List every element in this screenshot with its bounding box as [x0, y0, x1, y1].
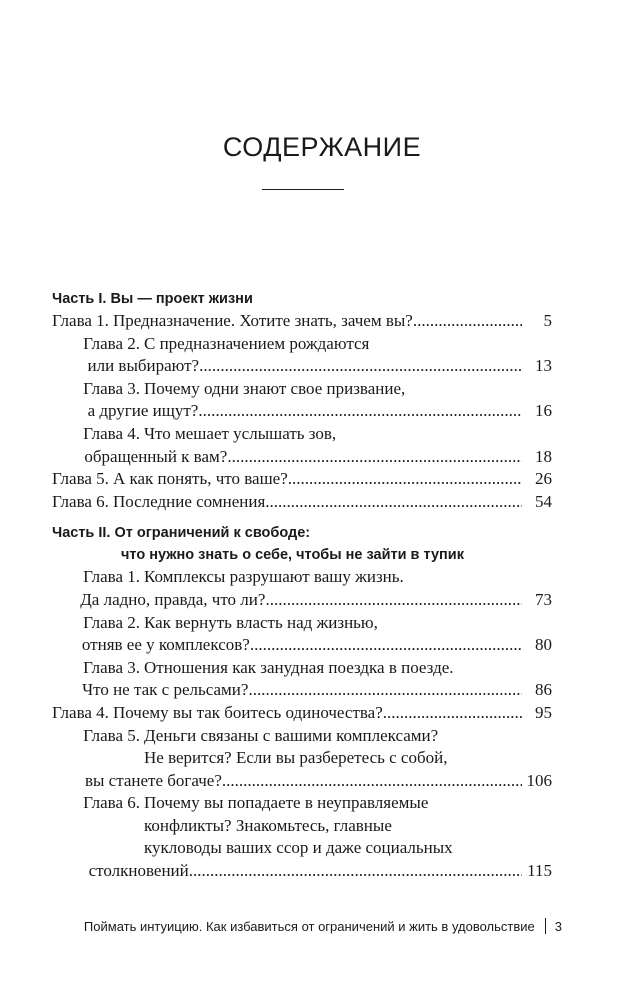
page-number: 80	[535, 635, 552, 655]
chapter-label: Глава 5.	[52, 469, 109, 489]
chapter-label: Глава 3.	[83, 378, 140, 398]
page-number: 86	[535, 680, 552, 700]
toc-entry[interactable]	[52, 566, 552, 611]
part-heading-continuation: что нужно знать о себе, чтобы не зайти в тупик	[121, 547, 464, 564]
chapter-title: Почему вы так боитесь одиночества?	[112, 702, 383, 722]
chapter-title: Что не так с рельсами?	[82, 680, 249, 700]
part-heading	[52, 522, 552, 566]
chapter-title: С предназначением рождаются	[144, 333, 370, 353]
toc-entry[interactable]	[52, 333, 552, 378]
chapter-title: отняв ее у комплексов?	[81, 635, 250, 655]
toc-entry[interactable]	[52, 468, 552, 491]
toc-entry-line	[52, 333, 552, 356]
chapter-title: столкновений	[88, 861, 189, 881]
chapter-title: Что мешает услышать зов,	[144, 423, 337, 443]
dot-leader	[222, 770, 522, 793]
toc-entry-line	[52, 657, 552, 680]
page-number: 16	[535, 401, 552, 421]
chapter-title: Отношения как занудная поездка в поезде.	[144, 657, 454, 677]
chapter-label: Глава 1.	[83, 567, 140, 587]
chapter-indent	[52, 589, 80, 612]
dot-leader	[248, 679, 522, 702]
toc-entry[interactable]	[52, 702, 552, 725]
chapter-indent	[52, 446, 84, 469]
toc-entry-line	[52, 725, 552, 748]
toc-entry-final-line	[52, 310, 552, 333]
chapter-title: конфликты? Знакомьтесь, главные	[144, 815, 392, 835]
part-heading-line: Часть II. От ограничений к свободе:	[52, 525, 311, 542]
chapter-title: вы станете богаче?	[84, 770, 222, 790]
chapter-title: Последние сомнения	[112, 491, 266, 511]
chapter-title: обращенный к вам?	[84, 446, 228, 466]
toc-entry[interactable]	[52, 423, 552, 468]
toc-entry-final-line	[52, 589, 552, 612]
page-number: 95	[535, 702, 552, 722]
footer-page-number: 3	[554, 919, 562, 934]
chapter-title: Комплексы разрушают вашу жизнь.	[144, 567, 404, 587]
toc-entry-line	[52, 566, 552, 589]
chapter-label: Глава 2.	[83, 612, 140, 632]
chapter-indent	[52, 679, 82, 702]
footer-book-title: Поймать интуицию. Как избавиться от ограничений и жить в удовольствие	[83, 919, 535, 934]
chapter-title: или выбирают?	[87, 356, 200, 376]
chapter-title: Как вернуть власть над жизнью,	[144, 612, 378, 632]
chapter-label: Глава 4.	[52, 702, 109, 722]
toc-entry[interactable]	[52, 310, 552, 333]
toc-entry-final-line	[52, 491, 552, 514]
title-divider	[262, 189, 344, 190]
toc-entry[interactable]	[52, 612, 552, 657]
page-title: СОДЕРЖАНИЕ	[222, 132, 422, 162]
chapter-label: Глава 1.	[52, 311, 109, 330]
toc-entry-final-line	[52, 634, 552, 657]
dot-leader	[199, 355, 522, 378]
dot-leader	[227, 446, 522, 469]
chapter-title: Да ладно, правда, что ли?	[80, 589, 266, 609]
footer-separator	[545, 918, 546, 934]
chapter-label: Глава 5.	[83, 725, 140, 745]
chapter-title: А как понять, что ваше?	[112, 469, 288, 489]
toc-entry-final-line	[52, 400, 552, 423]
toc-entry-final-line	[52, 468, 552, 491]
dot-leader	[189, 860, 522, 883]
toc-entry-line	[52, 792, 552, 815]
dot-leader	[383, 702, 522, 725]
toc-entry[interactable]	[52, 725, 552, 793]
toc-entry-line	[52, 423, 552, 446]
toc-entry-line	[52, 378, 552, 401]
chapter-title: Деньги связаны с вашими комплексами?	[144, 725, 439, 745]
toc-entry-final-line	[52, 860, 552, 883]
chapter-indent	[52, 355, 87, 378]
toc-entry[interactable]	[52, 657, 552, 702]
chapter-title: Не верится? Если вы разберетесь с собой,	[144, 748, 448, 768]
toc-entry-line	[52, 747, 552, 770]
chapter-title: Почему вы попадаете в неуправляемые	[144, 793, 429, 813]
page-number: 54	[535, 491, 552, 511]
page-number: 5	[543, 311, 552, 330]
toc-entry-line	[52, 815, 552, 838]
part-heading	[52, 288, 552, 310]
chapter-label: Глава 2.	[83, 333, 140, 353]
page-number: 26	[535, 469, 552, 489]
page-number: 18	[535, 446, 552, 466]
chapter-indent	[52, 400, 88, 423]
page-number: 13	[535, 356, 552, 376]
chapter-label: Глава 4.	[83, 423, 140, 443]
toc-entry-line	[52, 837, 552, 860]
chapter-title: Почему одни знают свое призвание,	[144, 378, 406, 398]
chapter-label: Глава 3.	[83, 657, 140, 677]
page-number: 73	[535, 589, 552, 609]
toc-entry-final-line	[52, 770, 552, 793]
page-number: 115	[527, 861, 552, 881]
part-heading-line: Часть I. Вы — проект жизни	[52, 291, 253, 307]
running-footer	[84, 918, 562, 934]
chapter-indent	[52, 634, 82, 657]
toc-entry[interactable]	[52, 378, 552, 423]
part-spacer	[52, 513, 552, 522]
toc-entry-final-line	[52, 446, 552, 469]
chapter-label: Глава 6.	[52, 491, 109, 511]
toc-entry-line	[52, 612, 552, 635]
dot-leader	[288, 468, 522, 491]
chapter-title: Предназначение. Хотите знать, зачем вы?	[112, 311, 413, 330]
chapter-label: Глава 6.	[83, 793, 140, 813]
toc-entry[interactable]	[52, 491, 552, 514]
toc-entry-final-line	[52, 702, 552, 725]
chapter-indent	[52, 860, 89, 883]
page-number: 106	[526, 770, 552, 790]
chapter-title: а другие ищут?	[87, 401, 199, 421]
dot-leader	[198, 400, 522, 423]
dot-leader	[265, 589, 522, 612]
chapter-title: кукловоды ваших ссор и даже социальных	[144, 838, 453, 858]
table-of-contents	[52, 288, 552, 883]
toc-entry-final-line	[52, 355, 552, 378]
toc-entry[interactable]	[52, 792, 552, 882]
chapter-indent	[52, 770, 85, 793]
dot-leader	[250, 634, 522, 657]
toc-entry-final-line	[52, 679, 552, 702]
dot-leader	[265, 491, 522, 514]
dot-leader	[413, 310, 522, 333]
